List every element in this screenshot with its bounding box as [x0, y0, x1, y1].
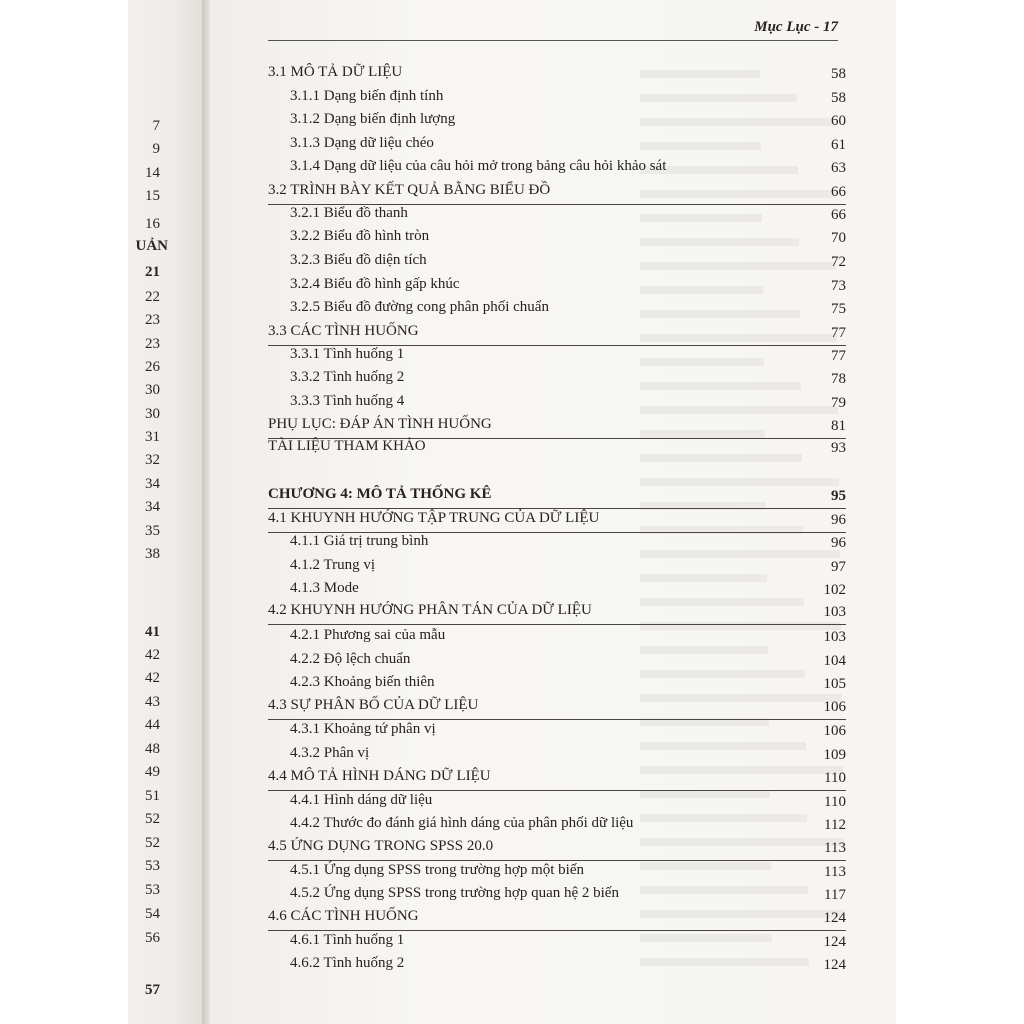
toc-entry-page: 75	[831, 301, 846, 317]
left-page-number: 54	[145, 906, 160, 922]
toc-entry-page: 95	[831, 488, 846, 504]
toc-entry-title: 3.2.4 Biểu đồ hình gấp khúc	[290, 276, 460, 292]
toc-entry-title: 3.1.2 Dạng biến định lượng	[290, 111, 456, 127]
toc-entry-page: 66	[831, 184, 846, 200]
left-page-number: 34	[145, 476, 160, 492]
left-page-number: 23	[145, 336, 160, 352]
left-page-fragment: UẢN	[135, 238, 168, 254]
toc-entry-title: 3.1.3 Dạng dữ liệu chéo	[290, 135, 434, 151]
toc-entry	[268, 158, 846, 180]
toc-entry-page: 110	[824, 794, 846, 810]
toc-entry-title: 4.1.1 Giá trị trung bình	[290, 533, 429, 549]
toc-entry-page: 58	[831, 66, 846, 82]
toc-entry	[268, 815, 846, 837]
toc-entry-title: 4.2.2 Độ lệch chuẩn	[290, 651, 411, 667]
toc-entry	[268, 369, 846, 391]
toc-entry	[268, 323, 846, 346]
left-page-number: 9	[152, 141, 160, 157]
left-page-number: 30	[145, 382, 160, 398]
left-page-number: 16	[145, 216, 160, 232]
toc-entry-page: 103	[823, 604, 846, 620]
left-page-number: 30	[145, 406, 160, 422]
toc-entry-title: 4.1.3 Mode	[290, 580, 359, 596]
left-page-number: 35	[145, 523, 160, 539]
toc-entry	[268, 768, 846, 791]
left-page-number: 56	[145, 930, 160, 946]
toc-entry-title: 3.2.3 Biểu đồ diện tích	[290, 252, 427, 268]
bleed-through-line	[640, 478, 839, 486]
toc-entry-title: CHƯƠNG 4: MÔ TẢ THỐNG KÊ	[268, 486, 492, 502]
toc-entry-page: 106	[823, 723, 846, 739]
toc-entry	[268, 393, 846, 415]
toc-entry	[268, 135, 846, 157]
right-page	[210, 0, 896, 1024]
left-page-number: 43	[145, 694, 160, 710]
toc-entry	[268, 299, 846, 321]
toc-entry	[268, 885, 846, 907]
toc-entry-page: 81	[831, 418, 846, 434]
toc-entry	[268, 580, 846, 602]
left-page-number: 32	[145, 452, 160, 468]
toc-entry	[268, 276, 846, 298]
left-page-number: 57	[145, 982, 160, 998]
toc-entry-title: 3.3.2 Tình huống 2	[290, 369, 405, 385]
left-page-number: 52	[145, 835, 160, 851]
toc-entry-title: 4.3.1 Khoảng tứ phân vị	[290, 721, 436, 737]
toc-entry-page: 72	[831, 254, 846, 270]
toc-entry	[268, 346, 846, 368]
toc-entry	[268, 533, 846, 555]
left-page-number: 52	[145, 811, 160, 827]
left-page-number: 42	[145, 670, 160, 686]
toc-entry-page: 113	[824, 864, 846, 880]
toc-entry-page: 77	[831, 325, 846, 341]
left-page-number: 15	[145, 188, 160, 204]
toc-entry-title: 3.3.3 Tình huống 4	[290, 393, 405, 409]
toc-entry	[268, 792, 846, 814]
toc-entry-title: 4.3 SỰ PHÂN BỐ CỦA DỮ LIỆU	[268, 697, 479, 713]
toc-entry	[268, 205, 846, 227]
toc-entry-page: 73	[831, 278, 846, 294]
toc-entry	[268, 602, 846, 625]
toc-entry-page: 124	[823, 934, 846, 950]
toc-entry-title: 3.1.4 Dạng dữ liệu của câu hỏi mở trong bảng câu hỏi khảo sát	[290, 158, 667, 174]
toc-entry	[268, 627, 846, 649]
toc-entry-title: 3.2.1 Biểu đồ thanh	[290, 205, 408, 221]
toc-entry-page: 97	[831, 559, 846, 575]
toc-entry-page: 124	[823, 910, 846, 926]
toc-entry-page: 110	[824, 770, 846, 786]
page-gutter	[202, 0, 210, 1024]
toc-entry	[268, 182, 846, 205]
left-page-number: 53	[145, 882, 160, 898]
toc-entry-title: 3.3 CÁC TÌNH HUỐNG	[268, 323, 419, 339]
toc-entry-title: 4.6 CÁC TÌNH HUỐNG	[268, 908, 419, 924]
toc-entry	[268, 745, 846, 767]
left-page-number: 42	[145, 647, 160, 663]
toc-entry-title: 4.5.2 Ứng dụng SPSS trong trường hợp quan hệ 2 biến	[290, 885, 619, 901]
toc-entry-title: 4.6.2 Tình huống 2	[290, 955, 405, 971]
toc-entry-title: 3.2.2 Biểu đồ hình tròn	[290, 228, 430, 244]
left-page-number: 7	[152, 118, 160, 134]
toc-entry	[268, 486, 846, 509]
toc-entry-page: 66	[831, 207, 846, 223]
toc-entry	[268, 416, 846, 439]
toc-entry-page: 70	[831, 230, 846, 246]
toc-entry-page: 117	[824, 887, 846, 903]
left-page-number: 53	[145, 858, 160, 874]
toc-entry-page: 113	[824, 840, 846, 856]
toc-entry-page: 79	[831, 395, 846, 411]
toc-entry-page: 96	[831, 512, 846, 528]
toc-entry	[268, 838, 846, 861]
toc-entry	[268, 721, 846, 743]
left-page-number: 21	[145, 264, 160, 280]
toc-entry-title: 4.4.1 Hình dáng dữ liệu	[290, 792, 433, 808]
left-page-number: 48	[145, 741, 160, 757]
toc-entry-page: 77	[831, 348, 846, 364]
toc-entry-title: 4.5 ỨNG DỤNG TRONG SPSS 20.0	[268, 838, 494, 854]
toc-entry-page: 102	[823, 582, 846, 598]
toc-entry-title: 4.4 MÔ TẢ HÌNH DÁNG DỮ LIỆU	[268, 768, 491, 784]
toc-entry-title: 3.1.1 Dạng biến định tính	[290, 88, 444, 104]
left-page-number: 51	[145, 788, 160, 804]
toc-entry-title: TÀI LIỆU THAM KHẢO	[268, 438, 426, 454]
left-page-number: 14	[145, 165, 160, 181]
toc-entry-title: 3.2.5 Biểu đồ đường cong phân phối chuẩn	[290, 299, 549, 315]
toc-entry-title: 3.1 MÔ TẢ DỮ LIỆU	[268, 64, 403, 80]
toc-entry	[268, 88, 846, 110]
toc-entry-title: 3.2 TRÌNH BÀY KẾT QUẢ BẰNG BIỂU ĐỒ	[268, 182, 551, 198]
toc-entry	[268, 228, 846, 250]
toc-entry-title: 4.6.1 Tình huống 1	[290, 932, 405, 948]
toc-entry-page: 93	[831, 440, 846, 456]
toc-entry-page: 78	[831, 371, 846, 387]
toc-entry-page: 112	[824, 817, 846, 833]
left-page-number: 49	[145, 764, 160, 780]
left-page-number: 41	[145, 624, 160, 640]
toc-entry-page: 109	[823, 747, 846, 763]
toc-entry-page: 105	[823, 676, 846, 692]
left-page-number: 31	[145, 429, 160, 445]
toc-entry-page: 104	[823, 653, 846, 669]
toc-entry-title: 3.3.1 Tình huống 1	[290, 346, 405, 362]
toc-entry-page: 60	[831, 113, 846, 129]
left-page-number: 38	[145, 546, 160, 562]
toc-entry-page: 58	[831, 90, 846, 106]
toc-entry-title: 4.2.3 Khoảng biến thiên	[290, 674, 435, 690]
left-page-number: 26	[145, 359, 160, 375]
toc-entry	[268, 510, 846, 533]
toc-entry-title: PHỤ LỤC: ĐÁP ÁN TÌNH HUỐNG	[268, 416, 492, 432]
toc-entry	[268, 438, 846, 460]
toc-entry-title: 4.2 KHUYNH HƯỚNG PHÂN TÁN CỦA DỮ LIỆU	[268, 602, 592, 618]
toc-entry	[268, 64, 846, 86]
toc-entry	[268, 955, 846, 977]
running-header	[268, 18, 838, 41]
left-page-number: 22	[145, 289, 160, 305]
left-page-number: 23	[145, 312, 160, 328]
toc-entry-page: 96	[831, 535, 846, 551]
toc-entry-title: 4.1 KHUYNH HƯỚNG TẬP TRUNG CỦA DỮ LIỆU	[268, 510, 600, 526]
toc-entry-page: 63	[831, 160, 846, 176]
toc-entry	[268, 908, 846, 931]
toc-entry	[268, 674, 846, 696]
left-page-number: 34	[145, 499, 160, 515]
toc-entry-title: 4.1.2 Trung vị	[290, 557, 376, 573]
toc-entry-page: 103	[823, 629, 846, 645]
toc-entry-page: 124	[823, 957, 846, 973]
toc-entry	[268, 557, 846, 579]
toc-entry	[268, 252, 846, 274]
toc-entry-page: 61	[831, 137, 846, 153]
toc-entry-page: 106	[823, 699, 846, 715]
toc-entry	[268, 932, 846, 954]
toc-entry-title: 4.3.2 Phân vị	[290, 745, 370, 761]
toc-entry	[268, 697, 846, 720]
toc-entry-title: 4.2.1 Phương sai của mẫu	[290, 627, 446, 643]
left-page	[128, 0, 202, 1024]
left-page-number: 44	[145, 717, 160, 733]
page-header-title: Mục Lục - 17	[754, 19, 838, 35]
toc-entry	[268, 111, 846, 133]
toc-entry	[268, 862, 846, 884]
toc-entry	[268, 651, 846, 673]
toc-entry-title: 4.4.2 Thước đo đánh giá hình dáng của phân phối dữ liệu	[290, 815, 634, 831]
toc-entry-title: 4.5.1 Ứng dụng SPSS trong trường hợp một biến	[290, 862, 584, 878]
